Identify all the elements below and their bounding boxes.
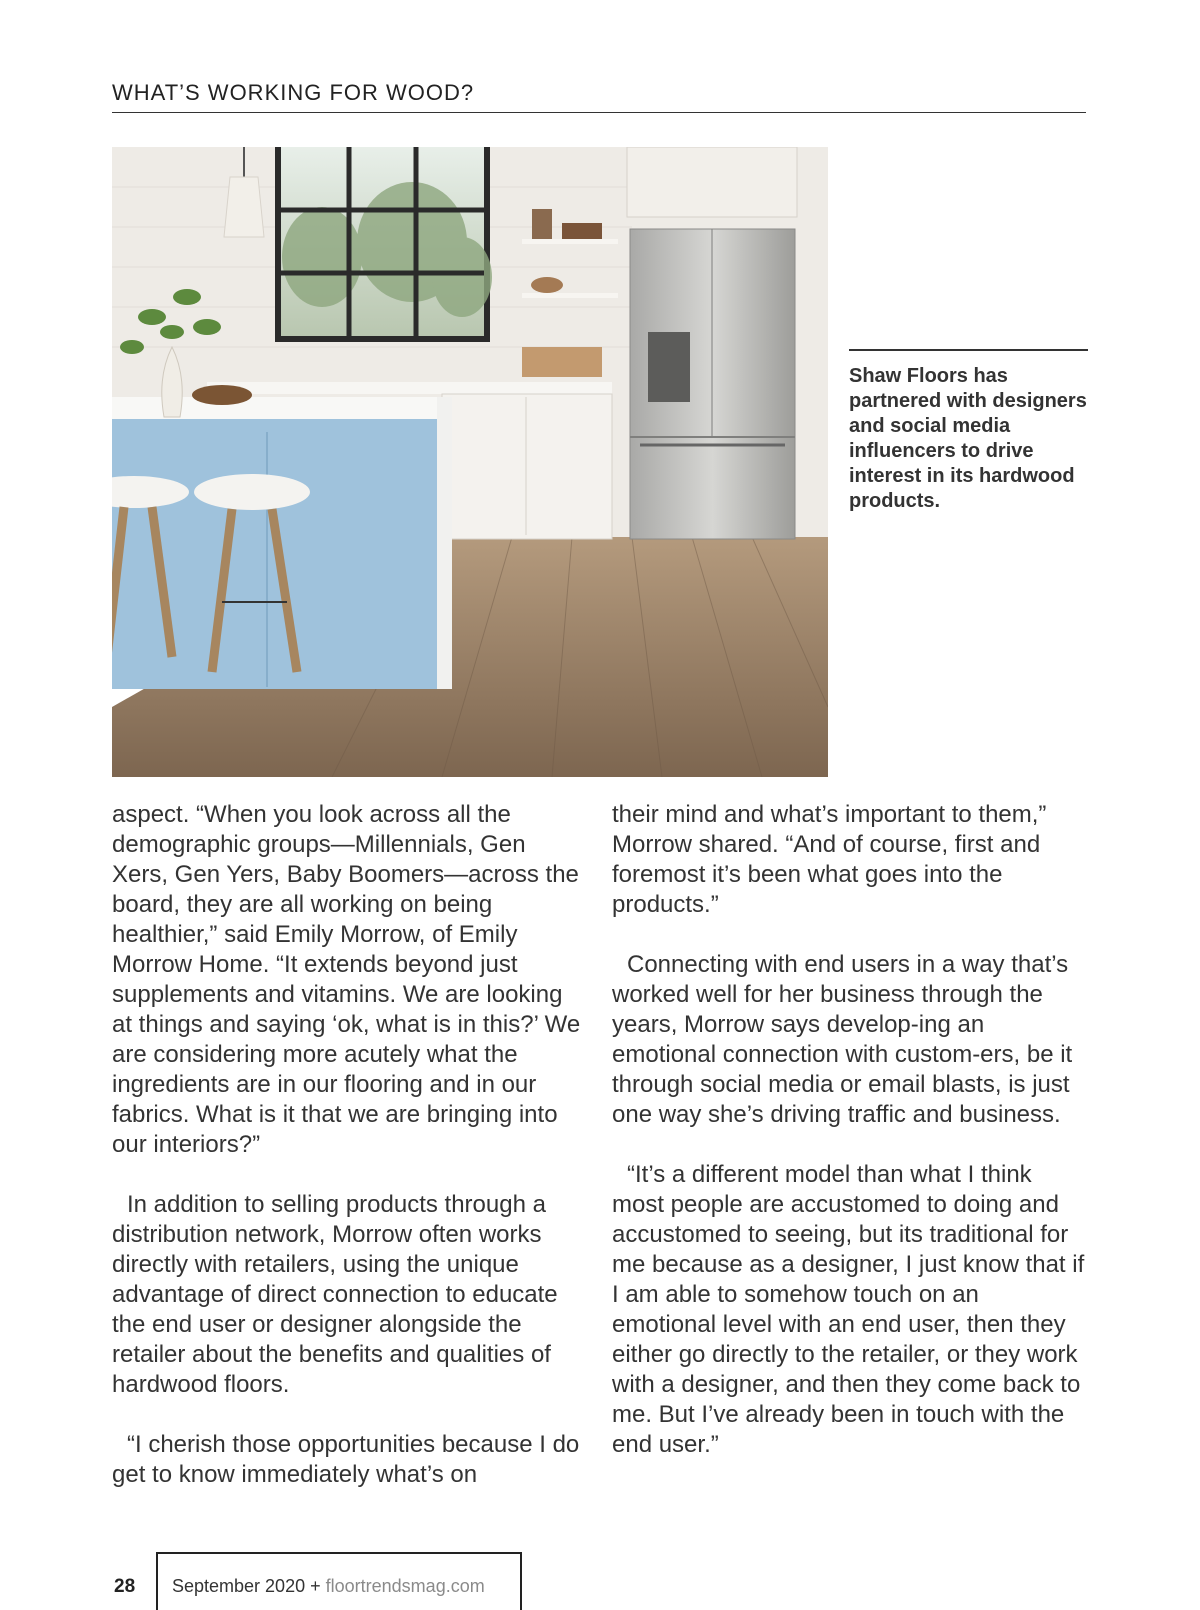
footer-separator: + (310, 1576, 321, 1596)
paragraph: Connecting with end users in a way that’s worked well for her business through the years, Morrow says develop-ing an emotional connection with custom-ers, be it through social media or email blasts, is just one way she’s driving traffic and business. (612, 951, 1073, 1128)
paragraph: In addition to selling products through a distribution network, Morrow often works directly with retailers, using the unique advantage of direct connection to educate the end user or designer alongside the retailer about the benefits and qualities of hardwood floors. (112, 1191, 558, 1398)
article-column-right (612, 800, 1087, 1460)
issue-date: September 2020 (172, 1576, 306, 1596)
site-link[interactable]: floortrendsmag.com (325, 1576, 485, 1596)
footer-publication (172, 1576, 485, 1597)
paragraph: “It’s a different model than what I think most people are accustomed to doing and accustomed to seeing, but its traditional for me because as a designer, I just know that if I am able to somehow touch on an emotional level with an end user, then they either go directly to the retailer, or they work with a designer, and then they come back to me. But I’ve already been in touch with the end user.” (612, 1161, 1085, 1458)
photo-caption: Shaw Floors has partnered with designers and social media influencers to drive interest in its hardwood products. (849, 365, 1087, 512)
paragraph: their mind and what’s important to them,” Morrow shared. “And of course, first and foremost it’s been what goes into the products.” (612, 801, 1047, 918)
kitchen-photo (112, 147, 828, 777)
caption-divider (849, 349, 1088, 351)
paragraph: aspect. “When you look across all the demographic groups—Millennials, Gen Xers, Gen Yers, Baby Boomers—across the board, they are all working on being healthier,” said Emily Morrow, of Emily Morrow Home. “It extends beyond just supplements and vitamins. We are looking at things and saying ‘ok, what is in this?’ We are considering more acutely what the ingredients are in our flooring and in our fabrics. What is it that we are bringing into our interiors?” (112, 801, 581, 1158)
section-title: WHAT’S WORKING FOR WOOD? (112, 80, 475, 105)
page-footer (112, 1552, 532, 1610)
header-divider (112, 112, 1086, 113)
paragraph: “I cherish those opportunities because I do get to know immediately what’s on (112, 1431, 580, 1488)
article-column-left (112, 800, 587, 1490)
page-number: 28 (114, 1576, 136, 1597)
footer-box (156, 1552, 522, 1610)
